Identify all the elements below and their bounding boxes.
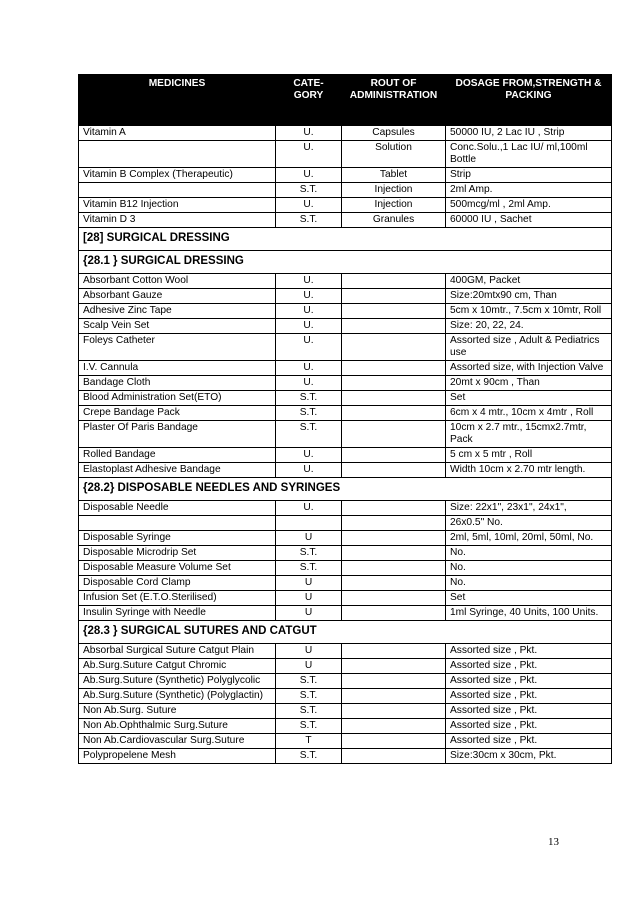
- table-row: [79, 561, 612, 576]
- medicine-cell: Elastoplast Adhesive Bandage: [79, 463, 276, 478]
- dosage-cell: 26x0.5" No.: [446, 516, 612, 531]
- medicine-cell: Infusion Set (E.T.O.Sterilised): [79, 591, 276, 606]
- route-cell: [342, 749, 446, 764]
- table-row: [79, 126, 612, 141]
- route-cell: [342, 674, 446, 689]
- medicine-cell: Disposable Measure Volume Set: [79, 561, 276, 576]
- route-cell: [342, 421, 446, 448]
- medicines-table: [78, 74, 612, 764]
- dosage-cell: 2ml Amp.: [446, 183, 612, 198]
- category-cell: U.: [276, 501, 342, 516]
- dosage-cell: Assorted size , Pkt.: [446, 719, 612, 734]
- medicine-cell: Disposable Needle: [79, 501, 276, 516]
- medicine-cell: Scalp Vein Set: [79, 319, 276, 334]
- dosage-cell: Set: [446, 591, 612, 606]
- dosage-cell: No.: [446, 576, 612, 591]
- dosage-cell: Strip: [446, 168, 612, 183]
- table-row: [79, 591, 612, 606]
- category-cell: U.: [276, 274, 342, 289]
- header-dosage: DOSAGE FROM,STRENGTH & PACKING: [446, 75, 612, 126]
- medicine-cell: [79, 183, 276, 198]
- table-row: [79, 406, 612, 421]
- route-cell: [342, 561, 446, 576]
- table-row: [79, 198, 612, 213]
- dosage-cell: No.: [446, 546, 612, 561]
- dosage-cell: No.: [446, 561, 612, 576]
- table-row: [79, 501, 612, 516]
- dosage-cell: Size:30cm x 30cm, Pkt.: [446, 749, 612, 764]
- dosage-cell: 2ml, 5ml, 10ml, 20ml, 50ml, No.: [446, 531, 612, 546]
- route-cell: Injection: [342, 198, 446, 213]
- route-cell: [342, 704, 446, 719]
- table-row: [79, 734, 612, 749]
- dosage-cell: 400GM, Packet: [446, 274, 612, 289]
- medicine-cell: [79, 141, 276, 168]
- table-row: [79, 183, 612, 198]
- category-cell: U.: [276, 304, 342, 319]
- table-row: [79, 689, 612, 704]
- route-cell: [342, 361, 446, 376]
- category-cell: U: [276, 531, 342, 546]
- category-cell: S.T.: [276, 546, 342, 561]
- medicine-cell: Disposable Microdrip Set: [79, 546, 276, 561]
- category-cell: U.: [276, 361, 342, 376]
- medicine-cell: Rolled Bandage: [79, 448, 276, 463]
- medicine-cell: Adhesive Zinc Tape: [79, 304, 276, 319]
- category-cell: S.T.: [276, 213, 342, 228]
- table-row: [79, 421, 612, 448]
- table-row: [79, 516, 612, 531]
- dosage-cell: 5cm x 10mtr., 7.5cm x 10mtr, Roll: [446, 304, 612, 319]
- route-cell: [342, 391, 446, 406]
- medicine-cell: Polypropelene Mesh: [79, 749, 276, 764]
- table-row: [79, 168, 612, 183]
- dosage-cell: Set: [446, 391, 612, 406]
- table-row: [79, 213, 612, 228]
- category-cell: S.T.: [276, 689, 342, 704]
- route-cell: [342, 448, 446, 463]
- table-row: [79, 674, 612, 689]
- dosage-cell: 10cm x 2.7 mtr., 15cmx2.7mtr, Pack: [446, 421, 612, 448]
- dosage-cell: 20mt x 90cm , Than: [446, 376, 612, 391]
- table-body: [79, 126, 612, 764]
- table-row: [79, 576, 612, 591]
- section-heading-row: [79, 478, 612, 501]
- table-row: [79, 274, 612, 289]
- route-cell: Tablet: [342, 168, 446, 183]
- table-row: [79, 319, 612, 334]
- medicine-cell: Absorbant Gauze: [79, 289, 276, 304]
- table-row: [79, 546, 612, 561]
- dosage-cell: Size: 22x1", 23x1", 24x1",: [446, 501, 612, 516]
- table-row: [79, 531, 612, 546]
- dosage-cell: 50000 IU, 2 Lac IU , Strip: [446, 126, 612, 141]
- category-cell: S.T.: [276, 719, 342, 734]
- table-row: [79, 376, 612, 391]
- route-cell: [342, 289, 446, 304]
- category-cell: S.T.: [276, 674, 342, 689]
- route-cell: [342, 606, 446, 621]
- route-cell: [342, 719, 446, 734]
- dosage-cell: 60000 IU , Sachet: [446, 213, 612, 228]
- route-cell: [342, 304, 446, 319]
- page-number: 13: [548, 836, 559, 848]
- category-cell: U: [276, 606, 342, 621]
- route-cell: [342, 546, 446, 561]
- route-cell: [342, 531, 446, 546]
- category-cell: U.: [276, 198, 342, 213]
- medicine-cell: Bandage Cloth: [79, 376, 276, 391]
- table-row: [79, 719, 612, 734]
- route-cell: [342, 659, 446, 674]
- medicine-cell: Vitamin B12 Injection: [79, 198, 276, 213]
- medicine-cell: Non Ab.Cardiovascular Surg.Suture: [79, 734, 276, 749]
- medicine-cell: Ab.Surg.Suture (Synthetic) Polyglycolic: [79, 674, 276, 689]
- medicine-cell: Absorbal Surgical Suture Catgut Plain: [79, 644, 276, 659]
- route-cell: [342, 516, 446, 531]
- table-row: [79, 361, 612, 376]
- category-cell: U.: [276, 168, 342, 183]
- medicine-cell: Insulin Syringe with Needle: [79, 606, 276, 621]
- dosage-cell: Conc.Solu.,1 Lac IU/ ml,100ml Bottle: [446, 141, 612, 168]
- category-cell: S.T.: [276, 406, 342, 421]
- section-heading: [28] SURGICAL DRESSING: [79, 228, 612, 251]
- route-cell: [342, 319, 446, 334]
- route-cell: Solution: [342, 141, 446, 168]
- table-row: [79, 141, 612, 168]
- route-cell: [342, 334, 446, 361]
- table-row: [79, 304, 612, 319]
- medicine-cell: Blood Administration Set(ETO): [79, 391, 276, 406]
- category-cell: U: [276, 576, 342, 591]
- table-header-row: [79, 75, 612, 126]
- section-heading-row: [79, 621, 612, 644]
- medicine-cell: Non Ab.Ophthalmic Surg.Suture: [79, 719, 276, 734]
- medicine-cell: Foleys Catheter: [79, 334, 276, 361]
- table-row: [79, 749, 612, 764]
- dosage-cell: Size:20mtx90 cm, Than: [446, 289, 612, 304]
- dosage-cell: Width 10cm x 2.70 mtr length.: [446, 463, 612, 478]
- dosage-cell: 1ml Syringe, 40 Units, 100 Units.: [446, 606, 612, 621]
- dosage-cell: Size: 20, 22, 24.: [446, 319, 612, 334]
- category-cell: U.: [276, 448, 342, 463]
- dosage-cell: Assorted size , Pkt.: [446, 704, 612, 719]
- header-medicines: MEDICINES: [79, 75, 276, 126]
- route-cell: [342, 463, 446, 478]
- route-cell: [342, 734, 446, 749]
- category-cell: U: [276, 591, 342, 606]
- section-heading-row: [79, 251, 612, 274]
- category-cell: S.T.: [276, 391, 342, 406]
- dosage-cell: Assorted size , Adult & Pediatrics use: [446, 334, 612, 361]
- dosage-cell: 6cm x 4 mtr., 10cm x 4mtr , Roll: [446, 406, 612, 421]
- medicine-cell: Ab.Surg.Suture Catgut Chromic: [79, 659, 276, 674]
- dosage-cell: Assorted size , Pkt.: [446, 674, 612, 689]
- category-cell: U: [276, 659, 342, 674]
- table-row: [79, 704, 612, 719]
- medicine-cell: Disposable Syringe: [79, 531, 276, 546]
- dosage-cell: 5 cm x 5 mtr , Roll: [446, 448, 612, 463]
- category-cell: [276, 516, 342, 531]
- category-cell: U.: [276, 126, 342, 141]
- category-cell: S.T.: [276, 183, 342, 198]
- category-cell: S.T.: [276, 421, 342, 448]
- category-cell: U.: [276, 141, 342, 168]
- route-cell: [342, 591, 446, 606]
- table-row: [79, 463, 612, 478]
- route-cell: [342, 274, 446, 289]
- table-row: [79, 334, 612, 361]
- category-cell: U.: [276, 334, 342, 361]
- route-cell: Injection: [342, 183, 446, 198]
- route-cell: [342, 689, 446, 704]
- header-category: CATE- GORY: [276, 75, 342, 126]
- route-cell: [342, 644, 446, 659]
- table-row: [79, 606, 612, 621]
- dosage-cell: Assorted size , Pkt.: [446, 644, 612, 659]
- category-cell: U.: [276, 319, 342, 334]
- medicine-cell: Vitamin A: [79, 126, 276, 141]
- dosage-cell: Assorted size, with Injection Valve: [446, 361, 612, 376]
- route-cell: [342, 376, 446, 391]
- category-cell: S.T.: [276, 561, 342, 576]
- medicine-cell: Absorbant Cotton Wool: [79, 274, 276, 289]
- medicine-cell: Non Ab.Surg. Suture: [79, 704, 276, 719]
- dosage-cell: Assorted size , Pkt.: [446, 659, 612, 674]
- category-cell: U.: [276, 463, 342, 478]
- category-cell: T: [276, 734, 342, 749]
- medicine-cell: Ab.Surg.Suture (Synthetic) (Polyglactin): [79, 689, 276, 704]
- medicine-cell: Crepe Bandage Pack: [79, 406, 276, 421]
- table-row: [79, 659, 612, 674]
- category-cell: U: [276, 644, 342, 659]
- medicine-cell: Disposable Cord Clamp: [79, 576, 276, 591]
- section-heading-row: [79, 228, 612, 251]
- route-cell: [342, 406, 446, 421]
- medicine-cell: [79, 516, 276, 531]
- route-cell: Granules: [342, 213, 446, 228]
- table-row: [79, 448, 612, 463]
- category-cell: S.T.: [276, 749, 342, 764]
- section-heading: {28.3 } SURGICAL SUTURES AND CATGUT: [79, 621, 612, 644]
- route-cell: Capsules: [342, 126, 446, 141]
- dosage-cell: Assorted size , Pkt.: [446, 734, 612, 749]
- table-row: [79, 391, 612, 406]
- dosage-cell: 500mcg/ml , 2ml Amp.: [446, 198, 612, 213]
- table-row: [79, 644, 612, 659]
- category-cell: U.: [276, 376, 342, 391]
- category-cell: S.T.: [276, 704, 342, 719]
- section-heading: {28.1 } SURGICAL DRESSING: [79, 251, 612, 274]
- route-cell: [342, 501, 446, 516]
- medicine-cell: I.V. Cannula: [79, 361, 276, 376]
- route-cell: [342, 576, 446, 591]
- dosage-cell: Assorted size , Pkt.: [446, 689, 612, 704]
- section-heading: {28.2} DISPOSABLE NEEDLES AND SYRINGES: [79, 478, 612, 501]
- medicine-cell: Vitamin D 3: [79, 213, 276, 228]
- category-cell: U.: [276, 289, 342, 304]
- table-row: [79, 289, 612, 304]
- medicine-cell: Vitamin B Complex (Therapeutic): [79, 168, 276, 183]
- header-route: ROUT OF ADMINISTRATION: [342, 75, 446, 126]
- medicine-cell: Plaster Of Paris Bandage: [79, 421, 276, 448]
